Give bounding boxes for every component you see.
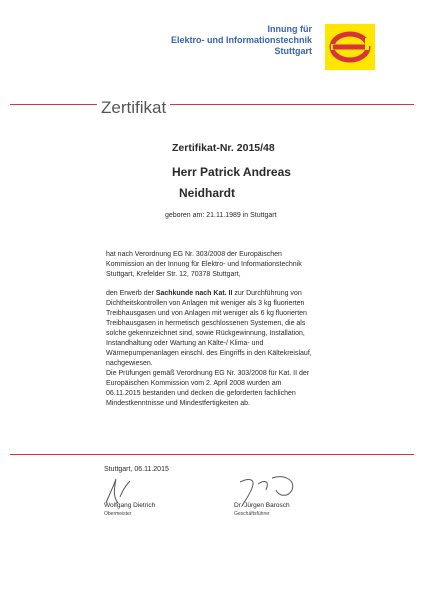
competence-details: zur Durchführung von Dichtheitskontrollen von Anlagen mit weniger als 3 kg fluorierten Treibhausgasen und von Anlagen mit weniger als 6 kg fluorierten Treibhausgasen in hermetisch geschlossenen Systemen, die als solche gekennzeichnet sind, sowie Rückgewinnung, Installation, Instandhaltung oder Wartung an Kälte-/ Klima- und Wärmepumpenanlagen einschl. des Eingriffs in den Kältekreislauf, nachgewiesen. (106, 290, 312, 367)
signature-divider (10, 454, 414, 455)
birth-info: geboren am: 21.11.1989 in Stuttgart (165, 212, 277, 219)
signer-1-role: Obermeister (104, 511, 132, 517)
place-date: Stuttgart, 06.11.2015 (104, 466, 172, 473)
signer-2 (234, 502, 290, 518)
signer-1-name: Wolfgang Dietrich (104, 502, 156, 509)
certificate-number: Zertifikat-Nr. 2015/48 (172, 142, 275, 154)
paragraph-examination: Die Prüfungen gemäß Verordnung EG Nr. 303/2008 für Kat. II der Europäischen Kommission vom 2. April 2008 wurden am 06.11.2015 bestanden und decken die geforderten fachlichen Mindestkenntnisse und Mindestfertigkeiten ab. (106, 370, 310, 407)
guild-name-line-2: Elektro- und Informationstechnik (170, 35, 312, 45)
guild-name (112, 24, 312, 57)
signer-2-role: Geschäftsführer (234, 511, 270, 517)
competence-category: Sachkunde nach Kat. II (155, 290, 233, 297)
paragraph-regulation: hat nach Verordnung EG Nr. 303/2008 der Europäischen Kommission an der Innung für Elektro- und Informationstechnik Stuttgart, Krefelder Str. 12, 70378 Stuttgart, (106, 251, 302, 278)
holder-name (172, 162, 291, 204)
holder-name-line-2: Neidhardt (179, 186, 236, 200)
guild-name-line-1: Innung für (267, 24, 312, 34)
top-divider (10, 104, 414, 105)
signer-2-name: Dr. Jürgen Barosch (234, 502, 290, 509)
signer-1 (104, 502, 155, 518)
paragraph-competence (106, 289, 316, 369)
certificate-title: Zertifikat (97, 98, 170, 118)
guild-name-line-3: Stuttgart (274, 46, 312, 56)
competence-intro: den Erwerb der (106, 290, 156, 297)
e-marke-logo (325, 24, 375, 70)
holder-name-line-1: Herr Patrick Andreas (172, 165, 291, 179)
